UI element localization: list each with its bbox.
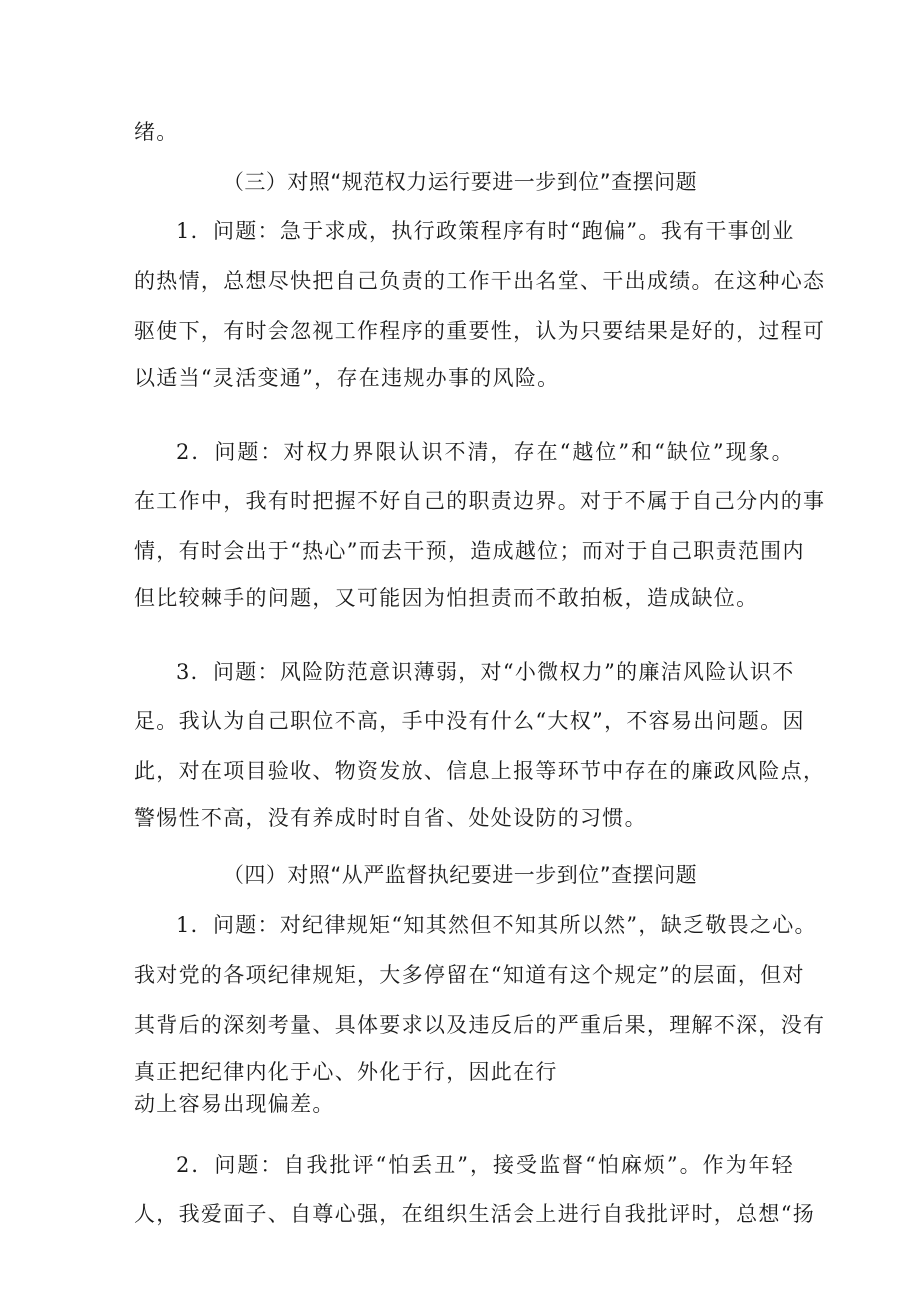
paragraph-line: 以适当“灵活变通”，存在违规办事的风险。 [134, 366, 560, 390]
paragraph-line: 真正把纪律内化于心、外化于行，因此在行 [134, 1060, 558, 1084]
paragraph-line: 3．问题：风险防范意识薄弱，对“小微权力”的廉洁风险认识不 [176, 660, 795, 684]
paragraph-line: 我对党的各项纪律规矩，大多停留在“知道有这个规定”的层面，但对 [134, 963, 805, 987]
paragraph-line: 人，我爱面子、自尊心强，在组织生活会上进行自我批评时，总想“扬 [134, 1202, 816, 1226]
paragraph-line: 绪。 [134, 120, 179, 144]
paragraph-line: 1．问题：急于求成，执行政策程序有时“跑偏”。我有干事创业 [176, 219, 795, 243]
paragraph-line: 动上容易出现偏差。 [134, 1092, 335, 1116]
paragraph-line: 足。我认为自己职位不高，手中没有什么“大权”，不容易出问题。因 [134, 709, 805, 733]
section-heading: （四）对照“从严监督执纪要进一步到位”查摆问题 [222, 863, 698, 887]
section-heading: （三）对照“规范权力运行要进一步到位”查摆问题 [222, 170, 698, 194]
paragraph-line: 驱使下，有时会忽视工作程序的重要性，认为只要结果是好的，过程可 [134, 319, 826, 343]
paragraph-line: 的热情，总想尽快把自己负责的工作干出名堂、干出成绩。在这种心态 [134, 269, 826, 293]
paragraph-line: 警惕性不高，没有养成时时自省、处处设防的习惯。 [134, 806, 647, 830]
paragraph-line: 此，对在项目验收、物资发放、信息上报等环节中存在的廉政风险点， [134, 759, 826, 783]
paragraph-line: 其背后的深刻考量、具体要求以及违反后的严重后果，理解不深，没有 [134, 1013, 826, 1037]
paragraph-line: 2．问题：对权力界限认识不清，存在“越位”和“缺位”现象。 [176, 440, 794, 464]
paragraph-line: 但比较棘手的问题，又可能因为怕担责而不敢拍板，造成缺位。 [134, 586, 759, 610]
paragraph-line: 2．问题：自我批评“怕丢丑”，接受监督“怕麻烦”。作为年轻 [176, 1153, 794, 1177]
paragraph-line: 情，有时会出于“热心”而去干预，造成越位；而对于自己职责范围内 [134, 539, 805, 563]
paragraph-line: 在工作中，我有时把握不好自己的职责边界。对于不属于自己分内的事 [134, 489, 826, 513]
paragraph-line: 1．问题：对纪律规矩“知其然但不知其所以然”，缺乏敬畏之心。 [176, 913, 817, 937]
